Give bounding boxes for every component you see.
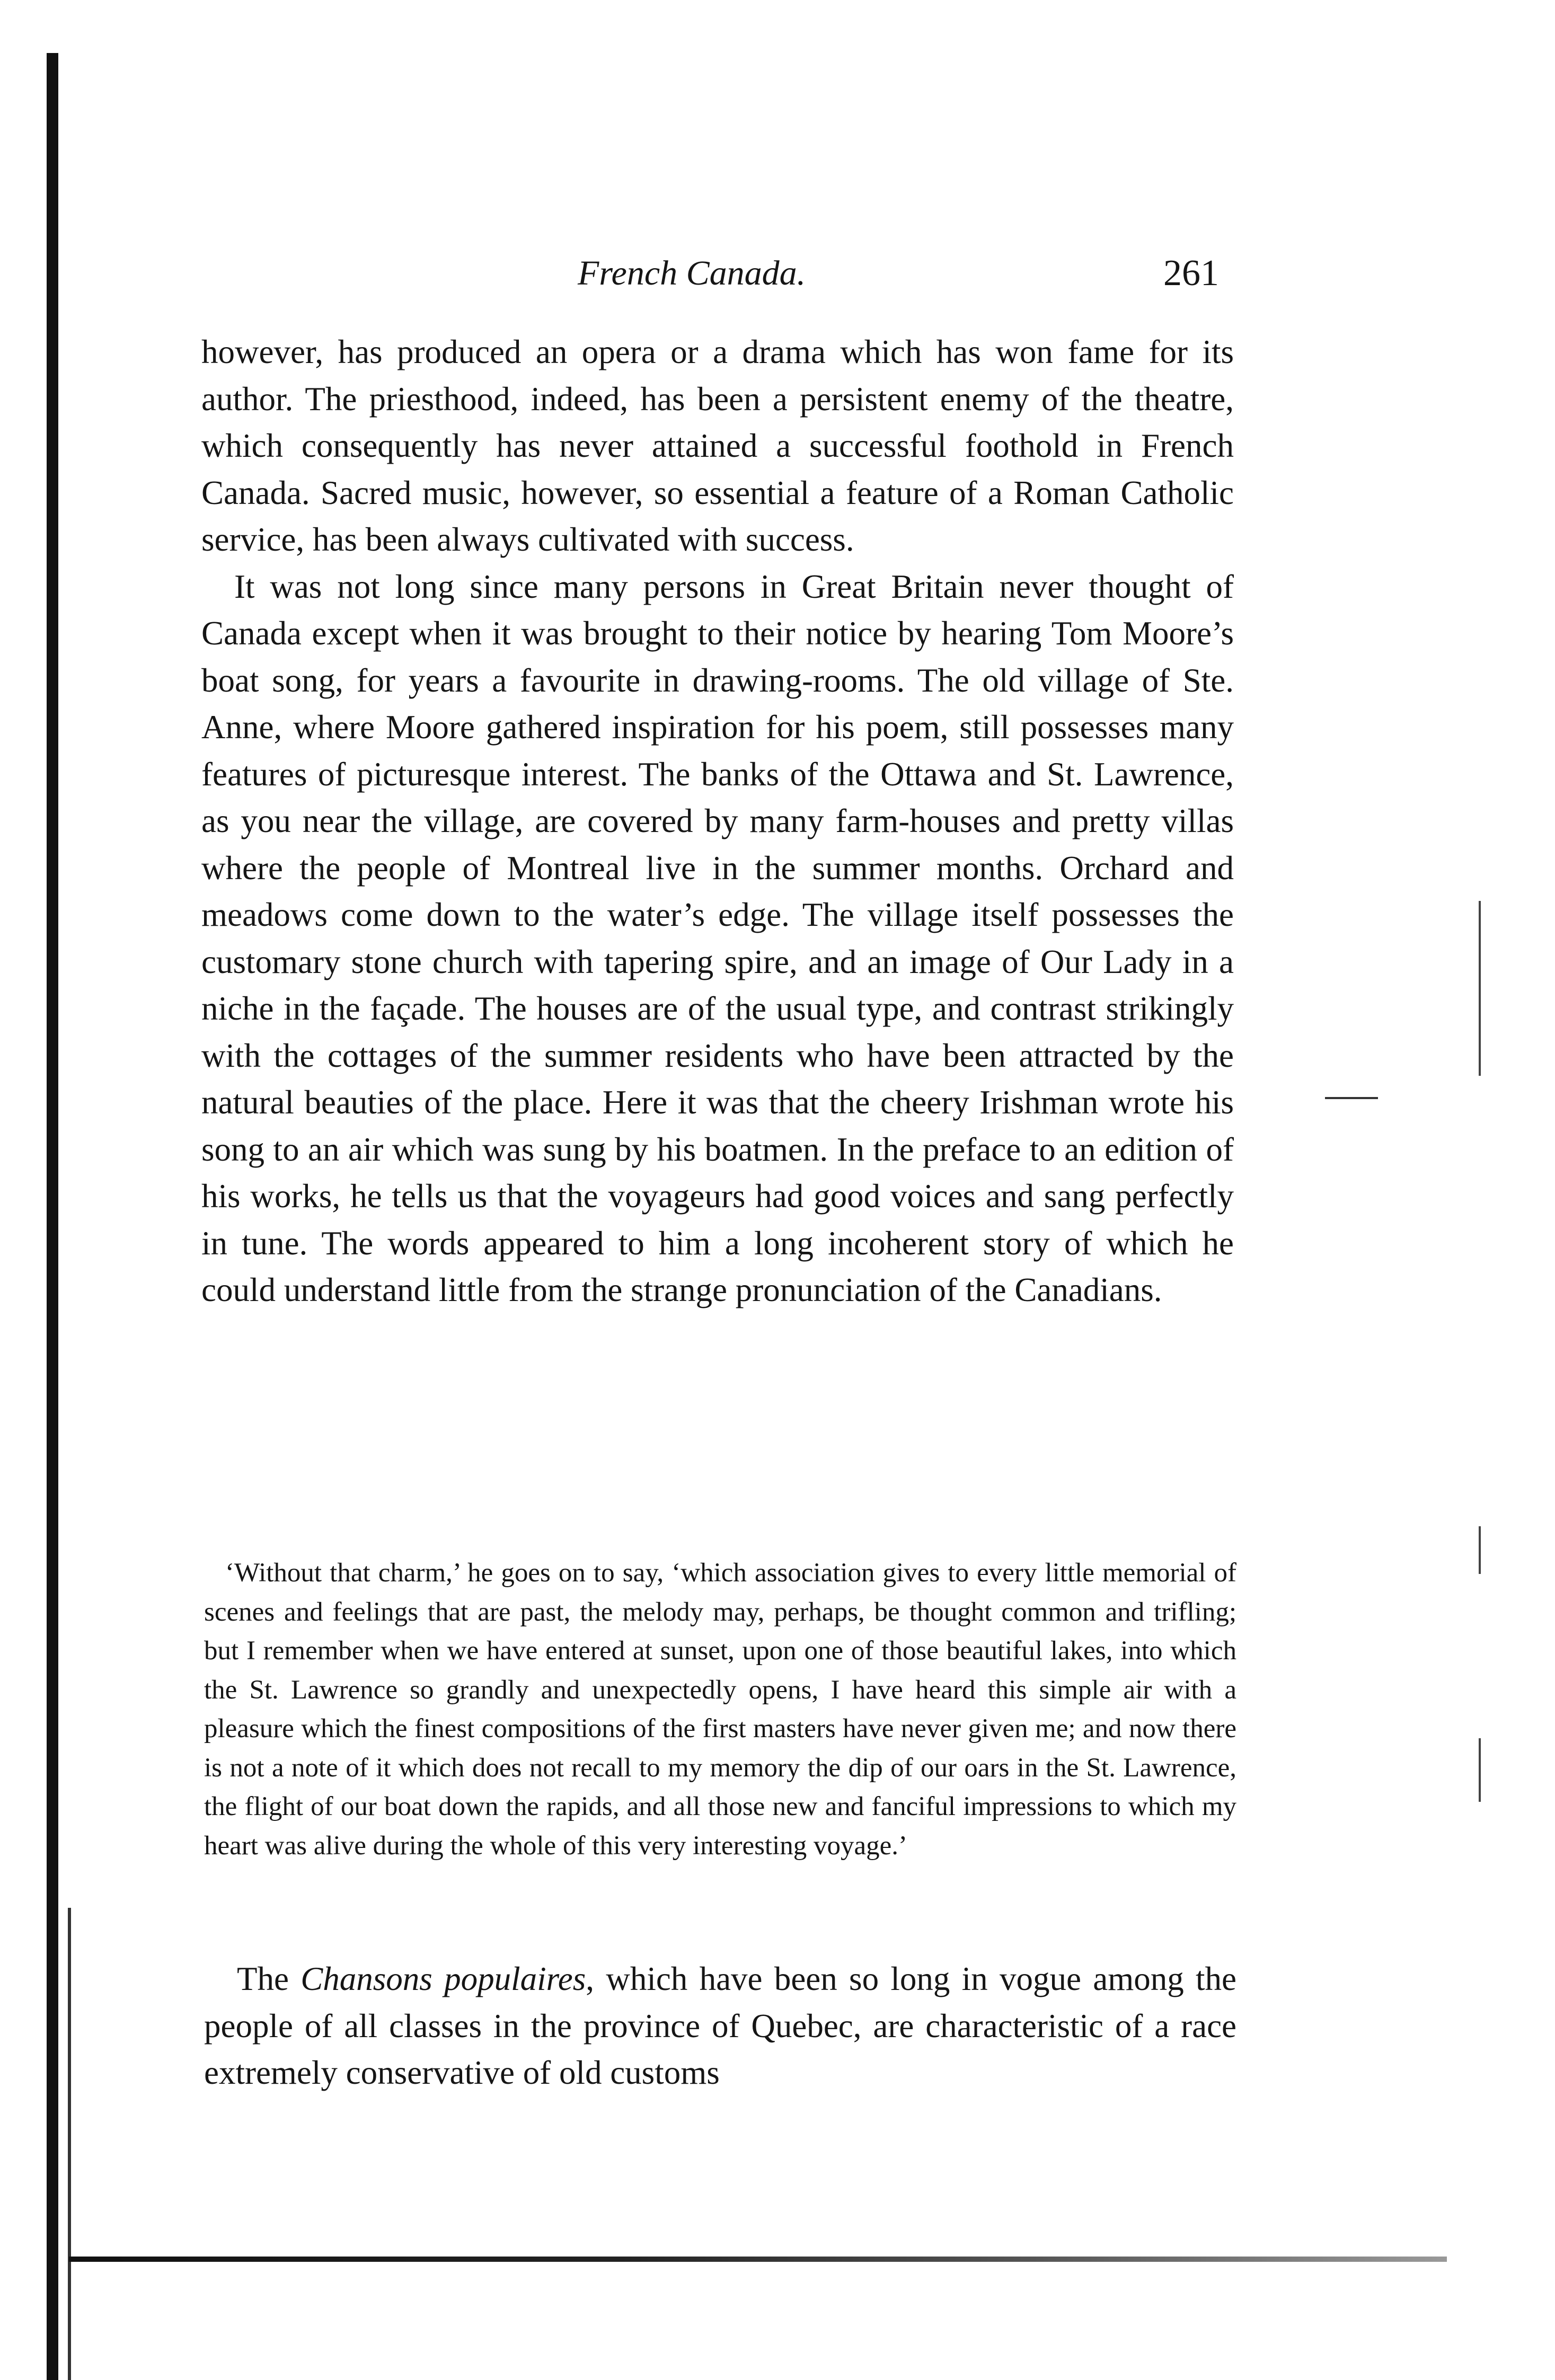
scan-bottom-edge — [69, 2257, 1447, 2262]
text-run: The — [237, 1960, 301, 1997]
main-text — [201, 329, 1234, 1314]
margin-mark — [1325, 1097, 1378, 1099]
scan-binding-edge — [47, 53, 58, 2380]
running-title: French Canada. — [578, 254, 806, 293]
page-header — [201, 248, 1251, 299]
text-run: , which have been so long in vogue among the people of all classes in the province of Quebec, are characteristic of a race extremely conservative of old customs — [204, 1960, 1236, 2091]
margin-mark — [1479, 1526, 1481, 1574]
margin-mark — [1479, 1738, 1481, 1802]
italic-title: Chansons populaires — [301, 1960, 586, 1997]
paragraph — [204, 1956, 1236, 2096]
page-number: 261 — [1163, 253, 1219, 294]
block-quote: ‘Without that charm,’ he goes on to say, ‘which association gives to every little memorial of scenes and feelings that are past, the melody may, perhaps, be thought common and trifling; but I remember when we have entered at sunset, upon one of those beautiful lakes, into which the St. Lawrence so grandly and unexpectedly opens, I have heard this simple air with a pleasure which the finest compositions of the first masters have never given me; and now there is not a note of it which does not recall to my memory the dip of our oars in the St. Lawrence, the flight of our boat down the rapids, and all those new and fanciful impressions to which my heart was alive during the whole of this very interesting voyage.’ — [204, 1558, 1236, 1861]
paragraph: however, has produced an opera or a drama which has won fame for its author. The priesthood, indeed, has been a persistent enemy of the theatre, which consequently has never attained a successful foothold in French Canada. Sacred music, however, so essential a feature of a Roman Catholic service, has been always cultivated with success. — [201, 333, 1234, 558]
scan-binding-edge-lower — [68, 1908, 71, 2380]
paragraph: It was not long since many persons in Great Britain never thought of Canada except when it was brought to their notice by hearing Tom Moore’s boat song, for years a favourite in drawing-rooms. The old village of Ste. Anne, where Moore gathered inspiration for his poem, still possesses many features of picturesque interest. The banks of the Ottawa and St. Lawrence, as you near the village, are covered by many farm-houses and pretty villas where the people of Montreal live in the summer months. Orchard and meadows come down to the water’s edge. The village itself possesses the customary stone church with tapering spire, and an image of Our Lady in a niche in the façade. The houses are of the usual type, and contrast strikingly with the cottages of the summer residents who have been attracted by the natural beauties of the place. Here it was that the cheery Irishman wrote his song to an air which was sung by his boatmen. In the preface to an edition of his works, he tells us that the voyageurs had good voices and sang perfectly in tune. The words appeared to him a long incoherent story of which he could understand little from the strange pronunciation of the Canadians. — [201, 568, 1234, 1308]
margin-mark — [1479, 901, 1481, 1076]
